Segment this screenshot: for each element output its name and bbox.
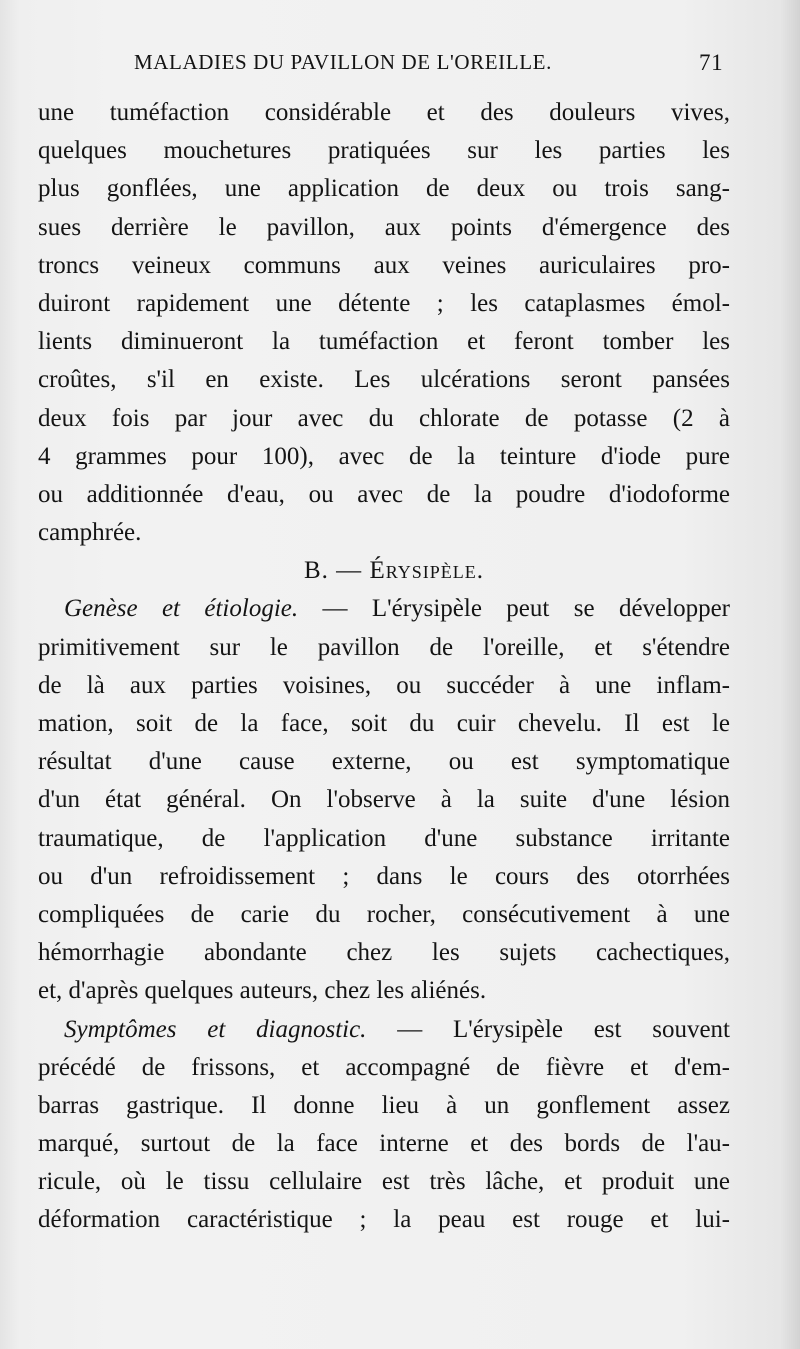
text-line: compliquées de carie du rocher, consécutivement à une bbox=[38, 900, 730, 928]
text-line: barras gastrique. Il donne lieu à un gonflement assez bbox=[38, 1091, 730, 1119]
paragraph-heading-symptomes: Symptômes et diagnostic. bbox=[64, 1015, 367, 1043]
text-line: primitivement sur le pavillon de l'oreille, et s'étendre bbox=[38, 633, 730, 661]
text-line: ou d'un refroidissement ; dans le cours des otorrhées bbox=[38, 862, 730, 890]
text-line: déformation caractéristique ; la peau est rouge et lui- bbox=[38, 1206, 730, 1234]
section-letter: B. — bbox=[304, 557, 363, 585]
text-line: et, d'après quelques auteurs, chez les aliénés. bbox=[38, 977, 487, 1005]
text-line: 4 grammes pour 100), avec de la teinture d'iode pure bbox=[38, 442, 730, 470]
running-head bbox=[134, 50, 734, 80]
section-heading bbox=[38, 552, 730, 590]
section-title: Érysipèle. bbox=[369, 557, 484, 585]
text-line: une tuméfaction considérable et des douleurs vives, bbox=[38, 99, 730, 126]
text-line: quelques mouchetures pratiquées sur les parties les bbox=[38, 137, 730, 165]
paragraph-lead-text: — L'érysipèle peut se développer bbox=[322, 595, 731, 623]
text-line: d'un état général. On l'observe à la suite d'une lésion bbox=[38, 786, 730, 814]
text-line: précédé de frissons, et accompagné de fièvre et d'em- bbox=[38, 1053, 730, 1081]
text-line: traumatique, de l'application d'une substance irritante bbox=[38, 824, 730, 852]
text-line: ou additionnée d'eau, ou avec de la poudre d'iodoforme bbox=[38, 480, 730, 508]
paragraph-first-line bbox=[38, 590, 730, 628]
text-line: mation, soit de la face, soit du cuir chevelu. Il est le bbox=[38, 710, 730, 737]
paragraph-first-line bbox=[38, 1011, 730, 1049]
paragraph-heading-genese: Genèse et étiologie. bbox=[64, 595, 299, 623]
body-text bbox=[38, 94, 730, 1240]
text-line: de là aux parties voisines, ou succéder à une inflam- bbox=[38, 671, 730, 699]
text-line: troncs veineux communs aux veines auriculaires pro- bbox=[38, 251, 730, 279]
text-line: marqué, surtout de la face interne et des bords de l'au- bbox=[38, 1130, 730, 1158]
text-line: deux fois par jour avec du chlorate de potasse (2 à bbox=[38, 404, 730, 432]
text-line: croûtes, s'il en existe. Les ulcérations seront pansées bbox=[38, 366, 730, 394]
page-number: 71 bbox=[699, 50, 724, 75]
text-line: sues derrière le pavillon, aux points d'émergence des bbox=[38, 213, 730, 241]
text-line: ricule, où le tissu cellulaire est très lâche, et produit une bbox=[38, 1168, 730, 1196]
text-line: plus gonflées, une application de deux ou trois sang- bbox=[38, 175, 730, 203]
text-line: duiront rapidement une détente ; les cataplasmes émol- bbox=[38, 289, 730, 317]
text-line: résultat d'une cause externe, ou est symptomatique bbox=[38, 748, 730, 776]
text-line: hémorrhagie abondante chez les sujets cachectiques, bbox=[38, 939, 730, 967]
running-head-title: MALADIES DU PAVILLON DE L'OREILLE. bbox=[134, 50, 552, 74]
text-line: lients diminueront la tuméfaction et feront tomber les bbox=[38, 328, 730, 356]
text-line: camphrée. bbox=[38, 519, 142, 547]
paragraph-lead-text: — L'érysipèle est souvent bbox=[397, 1015, 730, 1043]
